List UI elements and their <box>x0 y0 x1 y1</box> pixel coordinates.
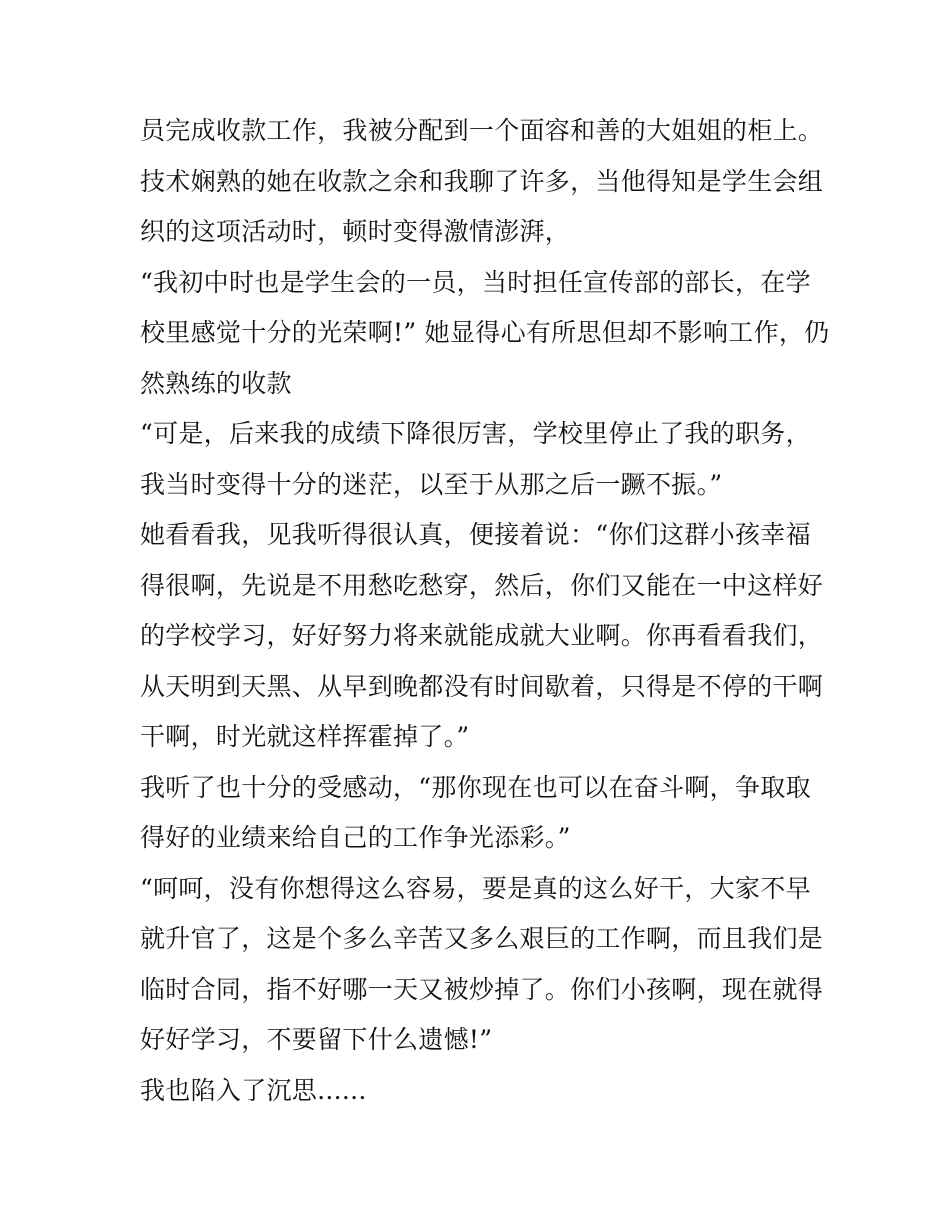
text-line: “我初中时也是学生会的一员，当时担任宣传部的部长，在学 <box>140 267 811 297</box>
text-line: 技术娴熟的她在收款之余和我聊了许多，当他得知是学生会组 <box>140 166 824 196</box>
text-line: “可是，后来我的成绩下降很厉害，学校里停止了我的职务， <box>140 419 811 448</box>
text-line: 她看看我，见我听得很认真，便接着说：“你们这群小孩幸福 <box>140 520 811 549</box>
text-line: 的学校学习，好好努力将来就能成就大业啊。你再看看我们， <box>140 621 824 650</box>
text-line: 就升官了，这是个多么辛苦又多么艰巨的工作啊，而且我们是 <box>140 924 824 953</box>
text-line: 织的这项活动时，顿时变得激情澎湃， <box>140 217 571 246</box>
text-line: 得好的业绩来给自己的工作争光添彩。” <box>140 823 571 852</box>
body-text <box>140 106 830 1116</box>
text-line: 好好学习，不要留下什么遗憾!” <box>140 1025 493 1054</box>
text-line: 校里感觉十分的光荣啊!” 她显得心有所思但却不影响工作，仍 <box>140 318 830 347</box>
text-line: 从天明到天黑、从早到晚都没有时间歇着，只得是不停的干啊 <box>140 671 824 701</box>
text-line: 我也陷入了沉思...... <box>140 1075 367 1105</box>
text-line: 我听了也十分的受感动，“那你现在也可以在奋斗啊，争取取 <box>140 772 811 802</box>
text-line: 然熟练的收款 <box>140 368 292 398</box>
text-line: 员完成收款工作，我被分配到一个面容和善的大姐姐的柜上。 <box>140 116 824 145</box>
text-line: 临时合同，指不好哪一天又被炒掉了。你们小孩啊，现在就得 <box>140 974 824 1004</box>
text-line: 得很啊，先说是不用愁吃愁穿，然后，你们又能在一中这样好 <box>140 570 824 600</box>
text-line: “呵呵，没有你想得这么容易，要是真的这么好干，大家不早 <box>140 873 811 903</box>
text-line: 干啊，时光就这样挥霍掉了。” <box>140 722 470 751</box>
text-line: 我当时变得十分的迷茫，以至于从那之后一蹶不振。” <box>140 469 723 499</box>
